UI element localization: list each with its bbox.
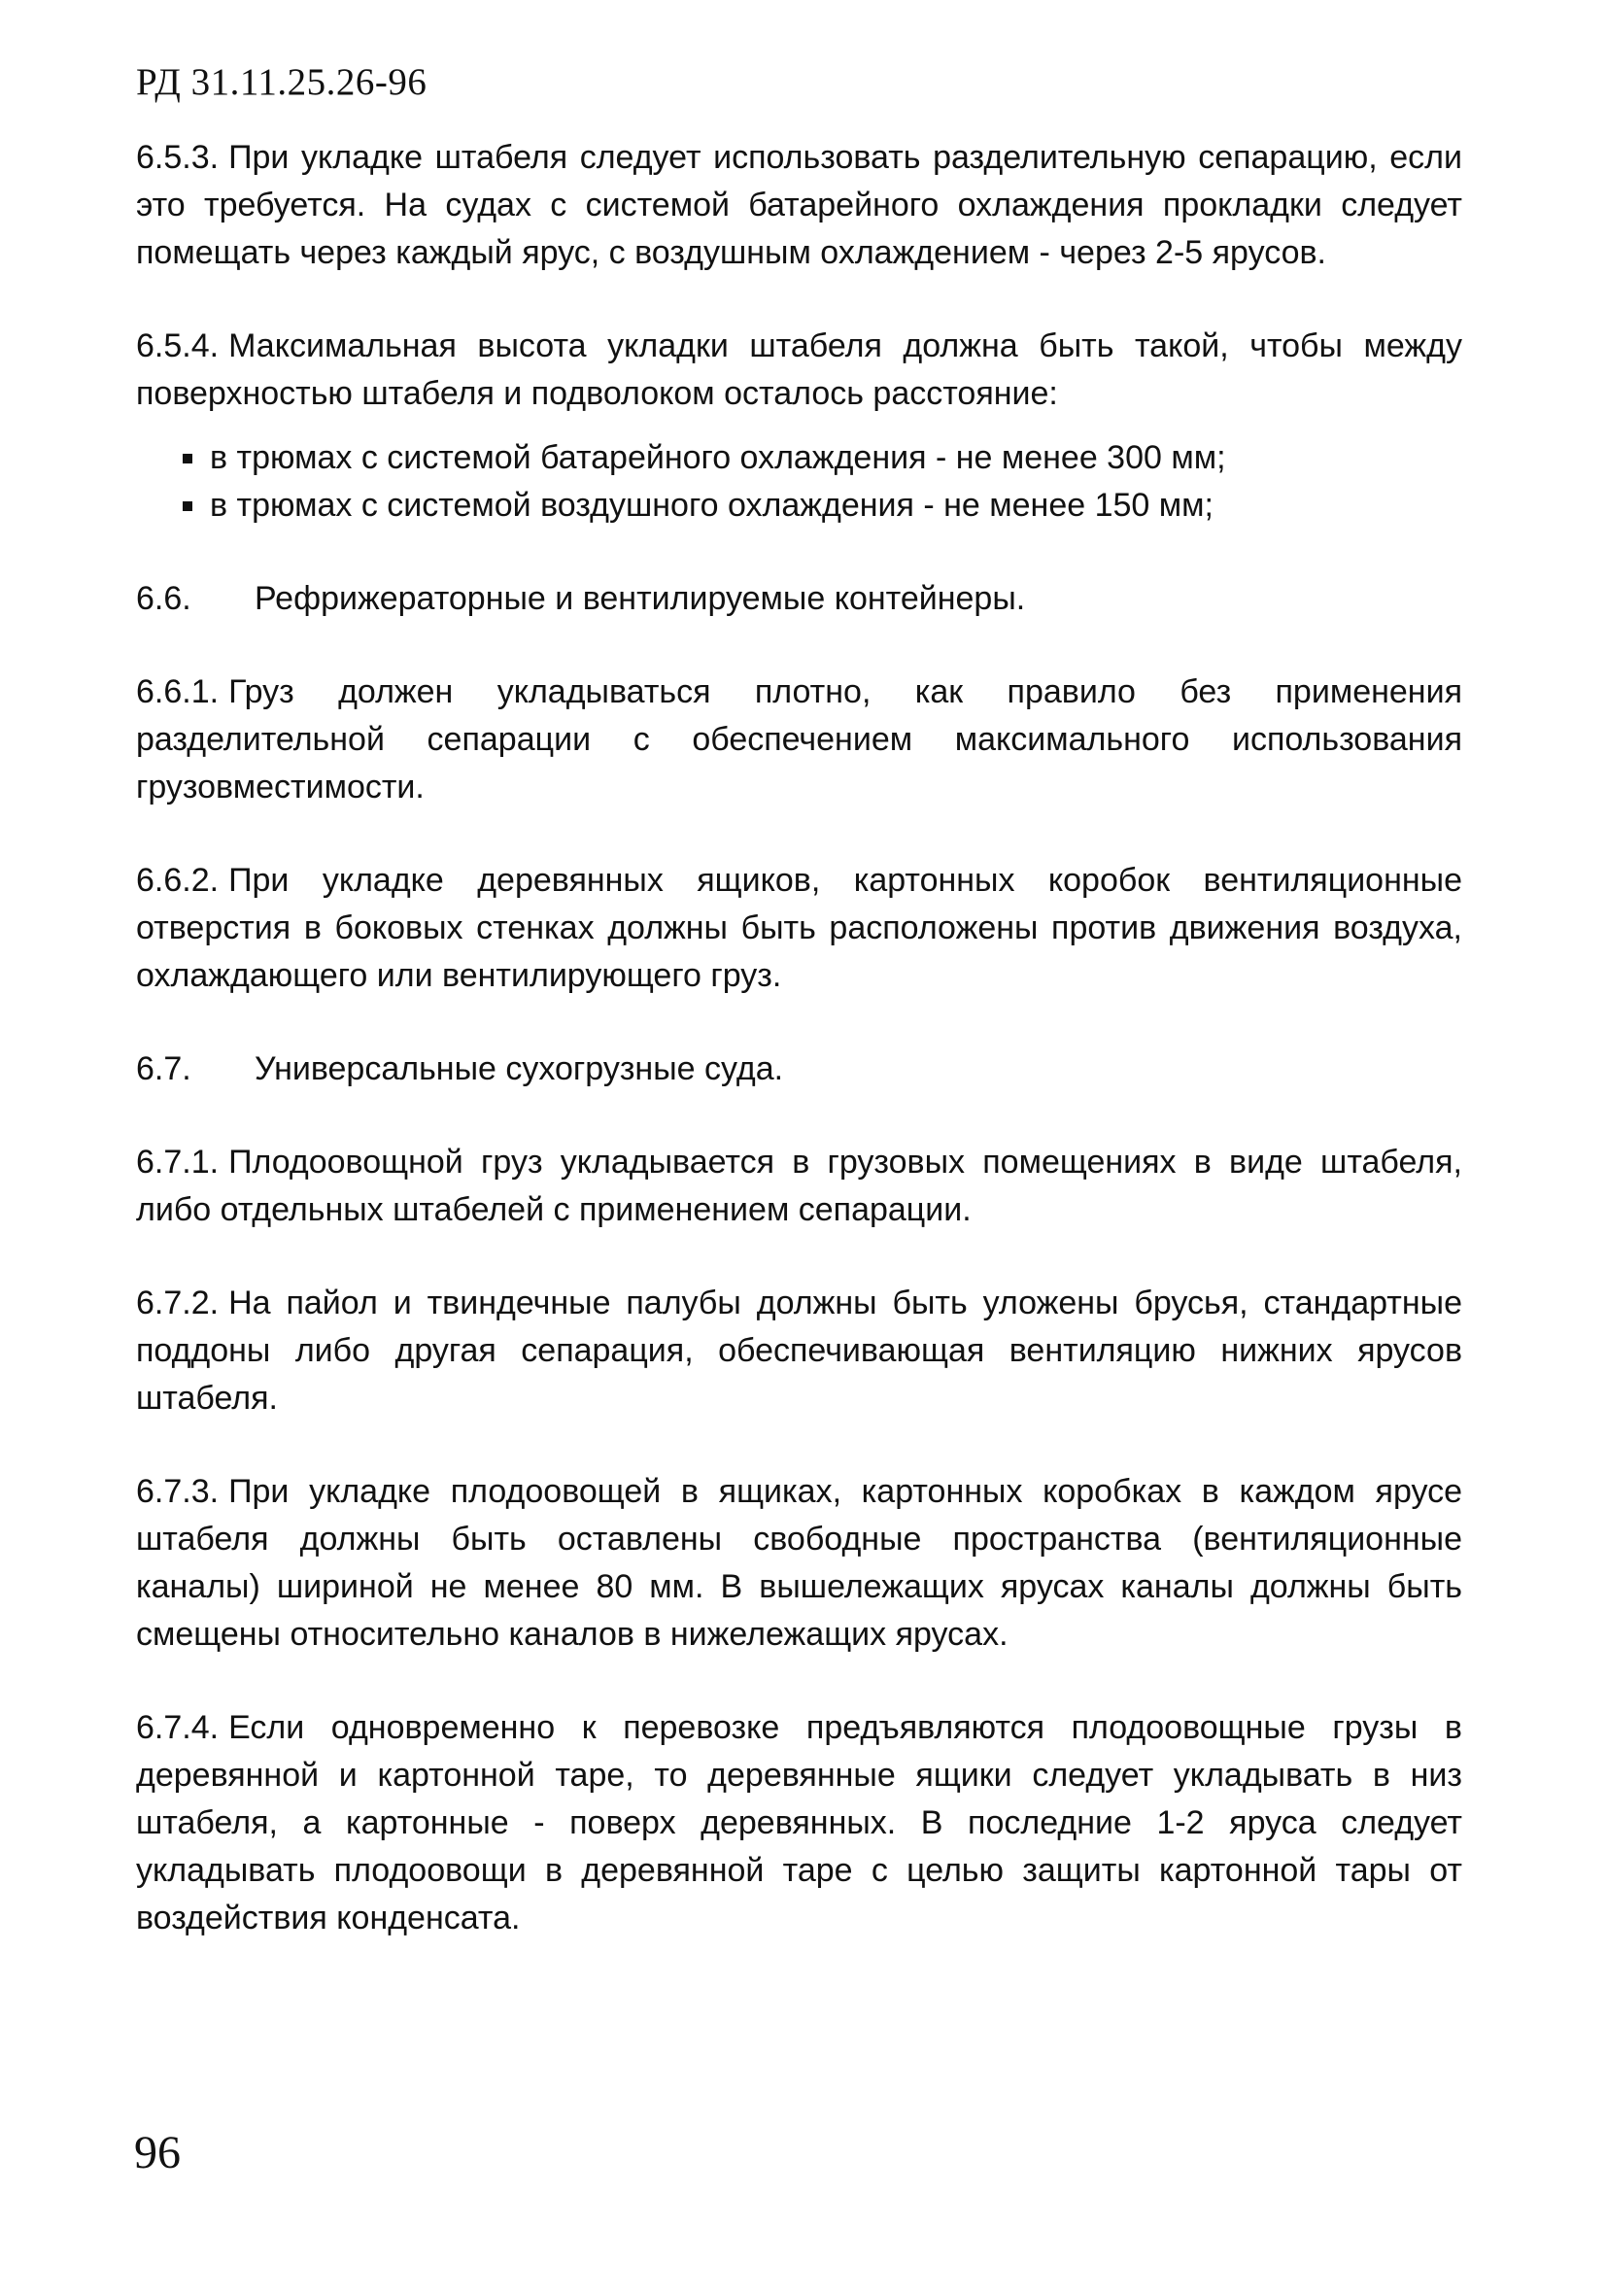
paragraph-number: 6.7.1. xyxy=(136,1144,220,1181)
paragraph-number: 6.6.1. xyxy=(136,673,220,710)
paragraph-number: 6.7.3. xyxy=(136,1473,220,1510)
paragraph-6-5-4 xyxy=(136,323,1462,418)
section-title: Рефрижераторные и вентилируемые контейнеры. xyxy=(255,580,1026,617)
paragraph-6-6-2 xyxy=(136,857,1462,1000)
clearance-list xyxy=(136,434,1462,530)
paragraph-number: 6.6.2. xyxy=(136,862,220,899)
section-heading-6-7 xyxy=(136,1045,1462,1093)
paragraph-text: Груз должен укладываться плотно, как правило без применения разделительной сепарации с обеспечением максимального использования грузовместимости. xyxy=(136,673,1462,805)
paragraph-text: Плодоовощной груз укладывается в грузовых помещениях в виде штабеля, либо отдельных штабелей с применением сепарации. xyxy=(136,1144,1462,1228)
paragraph-text: Если одновременно к перевозке предъявляются плодоовощные грузы в деревянной и картонной таре, то деревянные ящики следует укладывать в низ штабеля, а картонные - поверх деревянных. В последние 1-2 яруса следует укладывать плодоовощи в деревянной таре с целью защиты картонной тары от воздействия конденсата. xyxy=(136,1709,1462,1936)
paragraph-6-6-1 xyxy=(136,668,1462,811)
paragraph-text: При укладке штабеля следует использовать разделительную сепарацию, если это требуется. На судах с системой батарейного охлаждения прокладки следует помещать через каждый ярус, с воздушным охлаждением - через 2-5 ярусов. xyxy=(136,139,1462,271)
paragraph-text: При укладке плодоовощей в ящиках, картонных коробках в каждом ярусе штабеля должны быть оставлены свободные пространства (вентиляционные каналы) шириной не менее 80 мм. В вышележащих ярусах каналы должны быть смещены относительно каналов в нижележащих ярусах. xyxy=(136,1473,1462,1653)
paragraph-text: При укладке деревянных ящиков, картонных коробок вентиляционные отверстия в боковых стенках должны быть расположены против движения воздуха, охлаждающего или вентилирующего груз. xyxy=(136,862,1462,994)
paragraph-number: 6.5.4. xyxy=(136,327,220,364)
document-body xyxy=(136,134,1462,1988)
paragraph-number: 6.7.2. xyxy=(136,1285,220,1321)
paragraph-6-7-2 xyxy=(136,1280,1462,1422)
list-item-text: в трюмах с системой воздушного охлаждения - не менее 150 мм; xyxy=(210,487,1214,524)
bullet-icon xyxy=(183,501,192,511)
paragraph-number: 6.5.3. xyxy=(136,139,220,176)
paragraph-number: 6.7.4. xyxy=(136,1709,220,1746)
document-code: РД 31.11.25.26-96 xyxy=(136,61,427,103)
paragraph-6-7-1 xyxy=(136,1139,1462,1234)
page-number: 96 xyxy=(134,2127,181,2178)
paragraph-text: Максимальная высота укладки штабеля должна быть такой, чтобы между поверхностью штабеля и подволоком осталось расстояние: xyxy=(136,327,1462,412)
section-heading-6-6 xyxy=(136,575,1462,623)
section-title: Универсальные сухогрузные суда. xyxy=(255,1050,784,1087)
paragraph-6-7-3 xyxy=(136,1468,1462,1659)
paragraph-6-5-3 xyxy=(136,134,1462,277)
paragraph-6-7-4 xyxy=(136,1704,1462,1942)
section-number: 6.6. xyxy=(136,580,191,617)
paragraph-text: На пайол и твиндечные палубы должны быть уложены брусья, стандартные поддоны либо другая сепарация, обеспечивающая вентиляцию нижних ярусов штабеля. xyxy=(136,1285,1462,1417)
bullet-icon xyxy=(183,454,192,463)
list-item xyxy=(136,434,1462,482)
list-item xyxy=(136,482,1462,530)
section-number: 6.7. xyxy=(136,1050,191,1087)
list-item-text: в трюмах с системой батарейного охлаждения - не менее 300 мм; xyxy=(210,439,1226,476)
